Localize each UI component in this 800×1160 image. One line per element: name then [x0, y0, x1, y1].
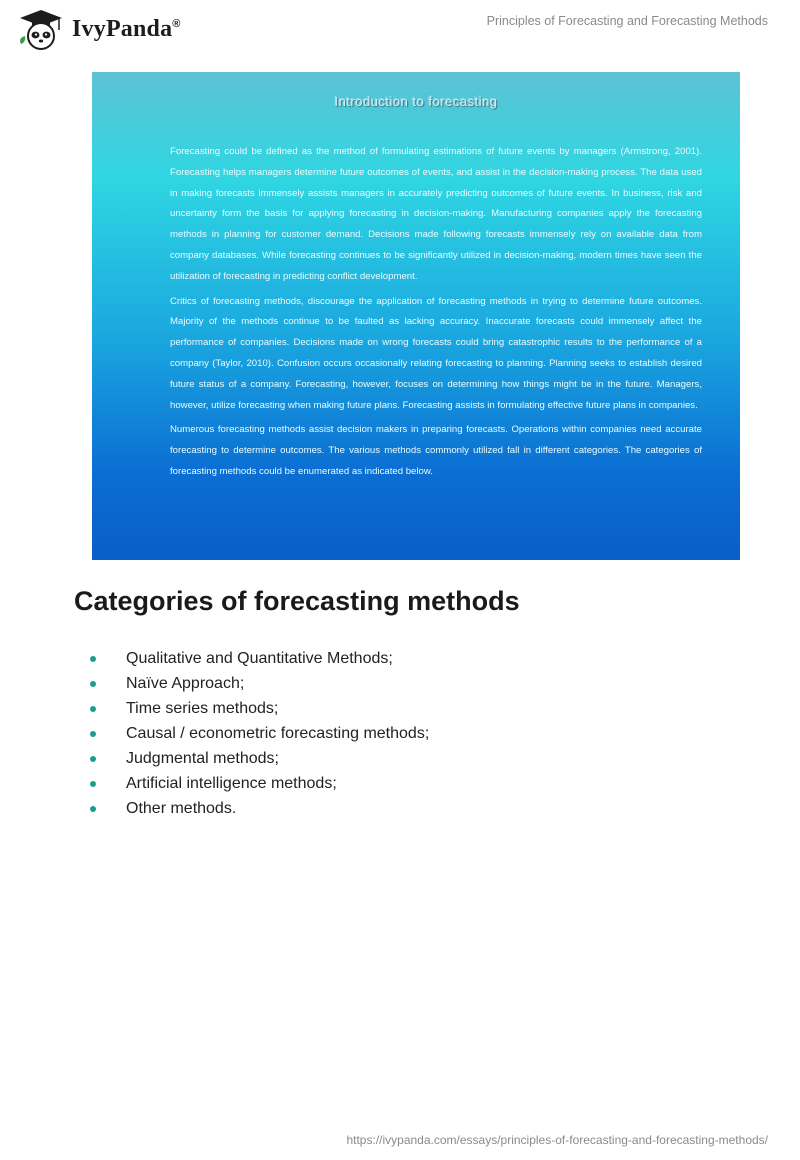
- list-item-text: Causal / econometric forecasting methods;: [126, 724, 430, 742]
- list-item-text: Other methods.: [126, 799, 237, 817]
- source-url-link[interactable]: https://ivypanda.com/essays/principles-of-forecasting-and-forecasting-methods/: [346, 1133, 768, 1147]
- slide-image: [92, 72, 740, 560]
- slide-body: [170, 142, 702, 487]
- bullet-dot-icon: [90, 731, 96, 737]
- bullet-dot-icon: [90, 656, 96, 662]
- category-list: [90, 646, 429, 821]
- brand-logo[interactable]: [16, 8, 181, 50]
- document-title: Principles of Forecasting and Forecasting Methods: [486, 14, 768, 28]
- list-item-text: Judgmental methods;: [126, 749, 279, 767]
- list-item: [90, 771, 429, 796]
- brand-name: IvyPanda®: [72, 15, 181, 42]
- panda-graduate-icon: [16, 8, 66, 50]
- page-header: [0, 0, 800, 60]
- bullet-dot-icon: [90, 781, 96, 787]
- list-item: [90, 646, 429, 671]
- list-item: [90, 796, 429, 821]
- list-item-text: Qualitative and Quantitative Methods;: [126, 649, 393, 667]
- list-item: [90, 671, 429, 696]
- list-item-text: Artificial intelligence methods;: [126, 774, 337, 792]
- section-heading: Categories of forecasting methods: [74, 586, 520, 616]
- bullet-dot-icon: [90, 756, 96, 762]
- list-item: [90, 721, 429, 746]
- slide-paragraph: Numerous forecasting methods assist decision makers in preparing forecasts. Operations within companies need accurate forecasting to determine outcomes. The various methods commonly utilized fall in different categories. The categories of forecasting methods could be enumerated as indicated below.: [170, 424, 702, 477]
- list-item: [90, 696, 429, 721]
- list-item: [90, 746, 429, 771]
- slide-paragraph: Forecasting could be defined as the method of formulating estimations of future events by managers (Armstrong, 2001). Forecasting helps managers determine future outcomes of events, and assist in the decision-making process. The data used in making forecasts immensely assists managers in accurately predicting outcomes of future events. In business, risk and uncertainty form the basis for applying forecasting in decision-making. Manufacturing companies apply the forecasting methods in planning for customer demand. Decisions made following forecasts immensely rely on available data from company databases. While forecasting continues to be significantly utilized in decision-making, modern times have seen the utilization of forecasting in predicting conflict development.: [170, 146, 702, 282]
- list-item-text: Time series methods;: [126, 699, 279, 717]
- bullet-dot-icon: [90, 681, 96, 687]
- slide-paragraph: Critics of forecasting methods, discourage the application of forecasting methods in trying to determine future outcomes. Majority of the methods continue to be faulted as lacking accuracy. Inaccurate forecasts could immensely affect the performance of companies. Decisions made on wrong forecasts could bring catastrophic results to the performance of a company (Taylor, 2010). Confusion occurs occasionally relating forecasting to planning. Planning seeks to establish desired future status of a company. Forecasting, however, focuses on determining how things might be in the future. Managers, however, utilize forecasting when making future plans. Forecasting assists in formulating effective future plans in companies.: [170, 295, 702, 411]
- list-item-text: Naïve Approach;: [126, 674, 245, 692]
- bullet-dot-icon: [90, 806, 96, 812]
- bullet-dot-icon: [90, 706, 96, 712]
- slide-title: Introduction to forecasting: [334, 94, 498, 109]
